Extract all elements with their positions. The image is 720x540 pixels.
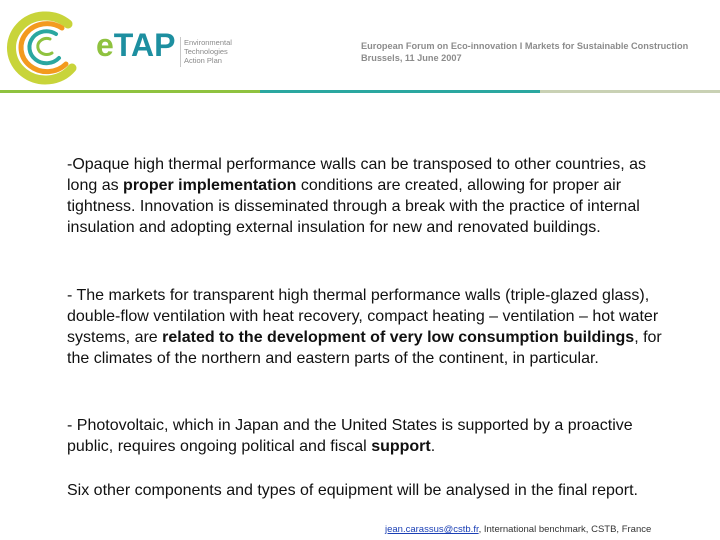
etap-swirl-logo-icon (6, 6, 102, 90)
event-date: Brussels, 11 June 2007 (361, 53, 462, 63)
logo-divider (180, 37, 181, 67)
slide-header (0, 0, 720, 96)
paragraph-walls (67, 154, 667, 238)
footer-credit: , International benchmark, CSTB, France (478, 524, 652, 535)
paragraph-markets (67, 285, 667, 369)
author-email-link[interactable]: jean.carassus@cstb.fr (385, 524, 479, 535)
p3-text-a: - Photovoltaic, which in Japan and the United States is supported by a proactive public, requires ongoing political and fiscal (67, 417, 633, 455)
paragraph-photovoltaic (67, 415, 667, 457)
p2-text-c: , for the climates of the northern and eastern parts of the continent, in particular. (67, 329, 662, 367)
tagline-line-3: Action Plan (184, 56, 222, 65)
logo-word-first-letter: e (96, 27, 114, 63)
p1-text-a: -Opaque high thermal performance walls can be transposed to other countries, as long as (67, 156, 646, 194)
logo-word-rest: TAP (113, 27, 176, 63)
tagline-line-2: Technologies (184, 47, 228, 56)
paragraph-final-report: Six other components and types of equipment will be analysed in the final report. (67, 482, 638, 499)
header-rule-teal (260, 90, 540, 93)
header-rule-grey (540, 90, 720, 93)
p2-text-a: - The markets for transparent high thermal performance walls (triple-glazed glass), double-flow ventilation with heat recovery, compact heating – ventilation – hot water systems, are (67, 287, 659, 346)
slide-footer (385, 524, 651, 535)
etap-wordmark (96, 24, 178, 64)
p3-text-c: . (430, 438, 436, 455)
p2-bold: related to the development of very low consumption buildings (162, 329, 635, 346)
logo-word-text (96, 27, 175, 63)
p1-bold: proper implementation (123, 177, 297, 194)
logo-tagline (184, 38, 232, 65)
p3-bold: support (371, 438, 431, 455)
p1-text-c: conditions are created, allowing for proper air tightness. Innovation is disseminated through a break with the practice of internal insulation and adopting external insulation for new and renovated buildings. (67, 177, 640, 236)
event-info (361, 40, 688, 64)
tagline-line-1: Environmental (184, 38, 232, 47)
event-title: European Forum on Eco-innovation I Markets for Sustainable Construction (361, 41, 689, 51)
header-rule-green (0, 90, 260, 93)
